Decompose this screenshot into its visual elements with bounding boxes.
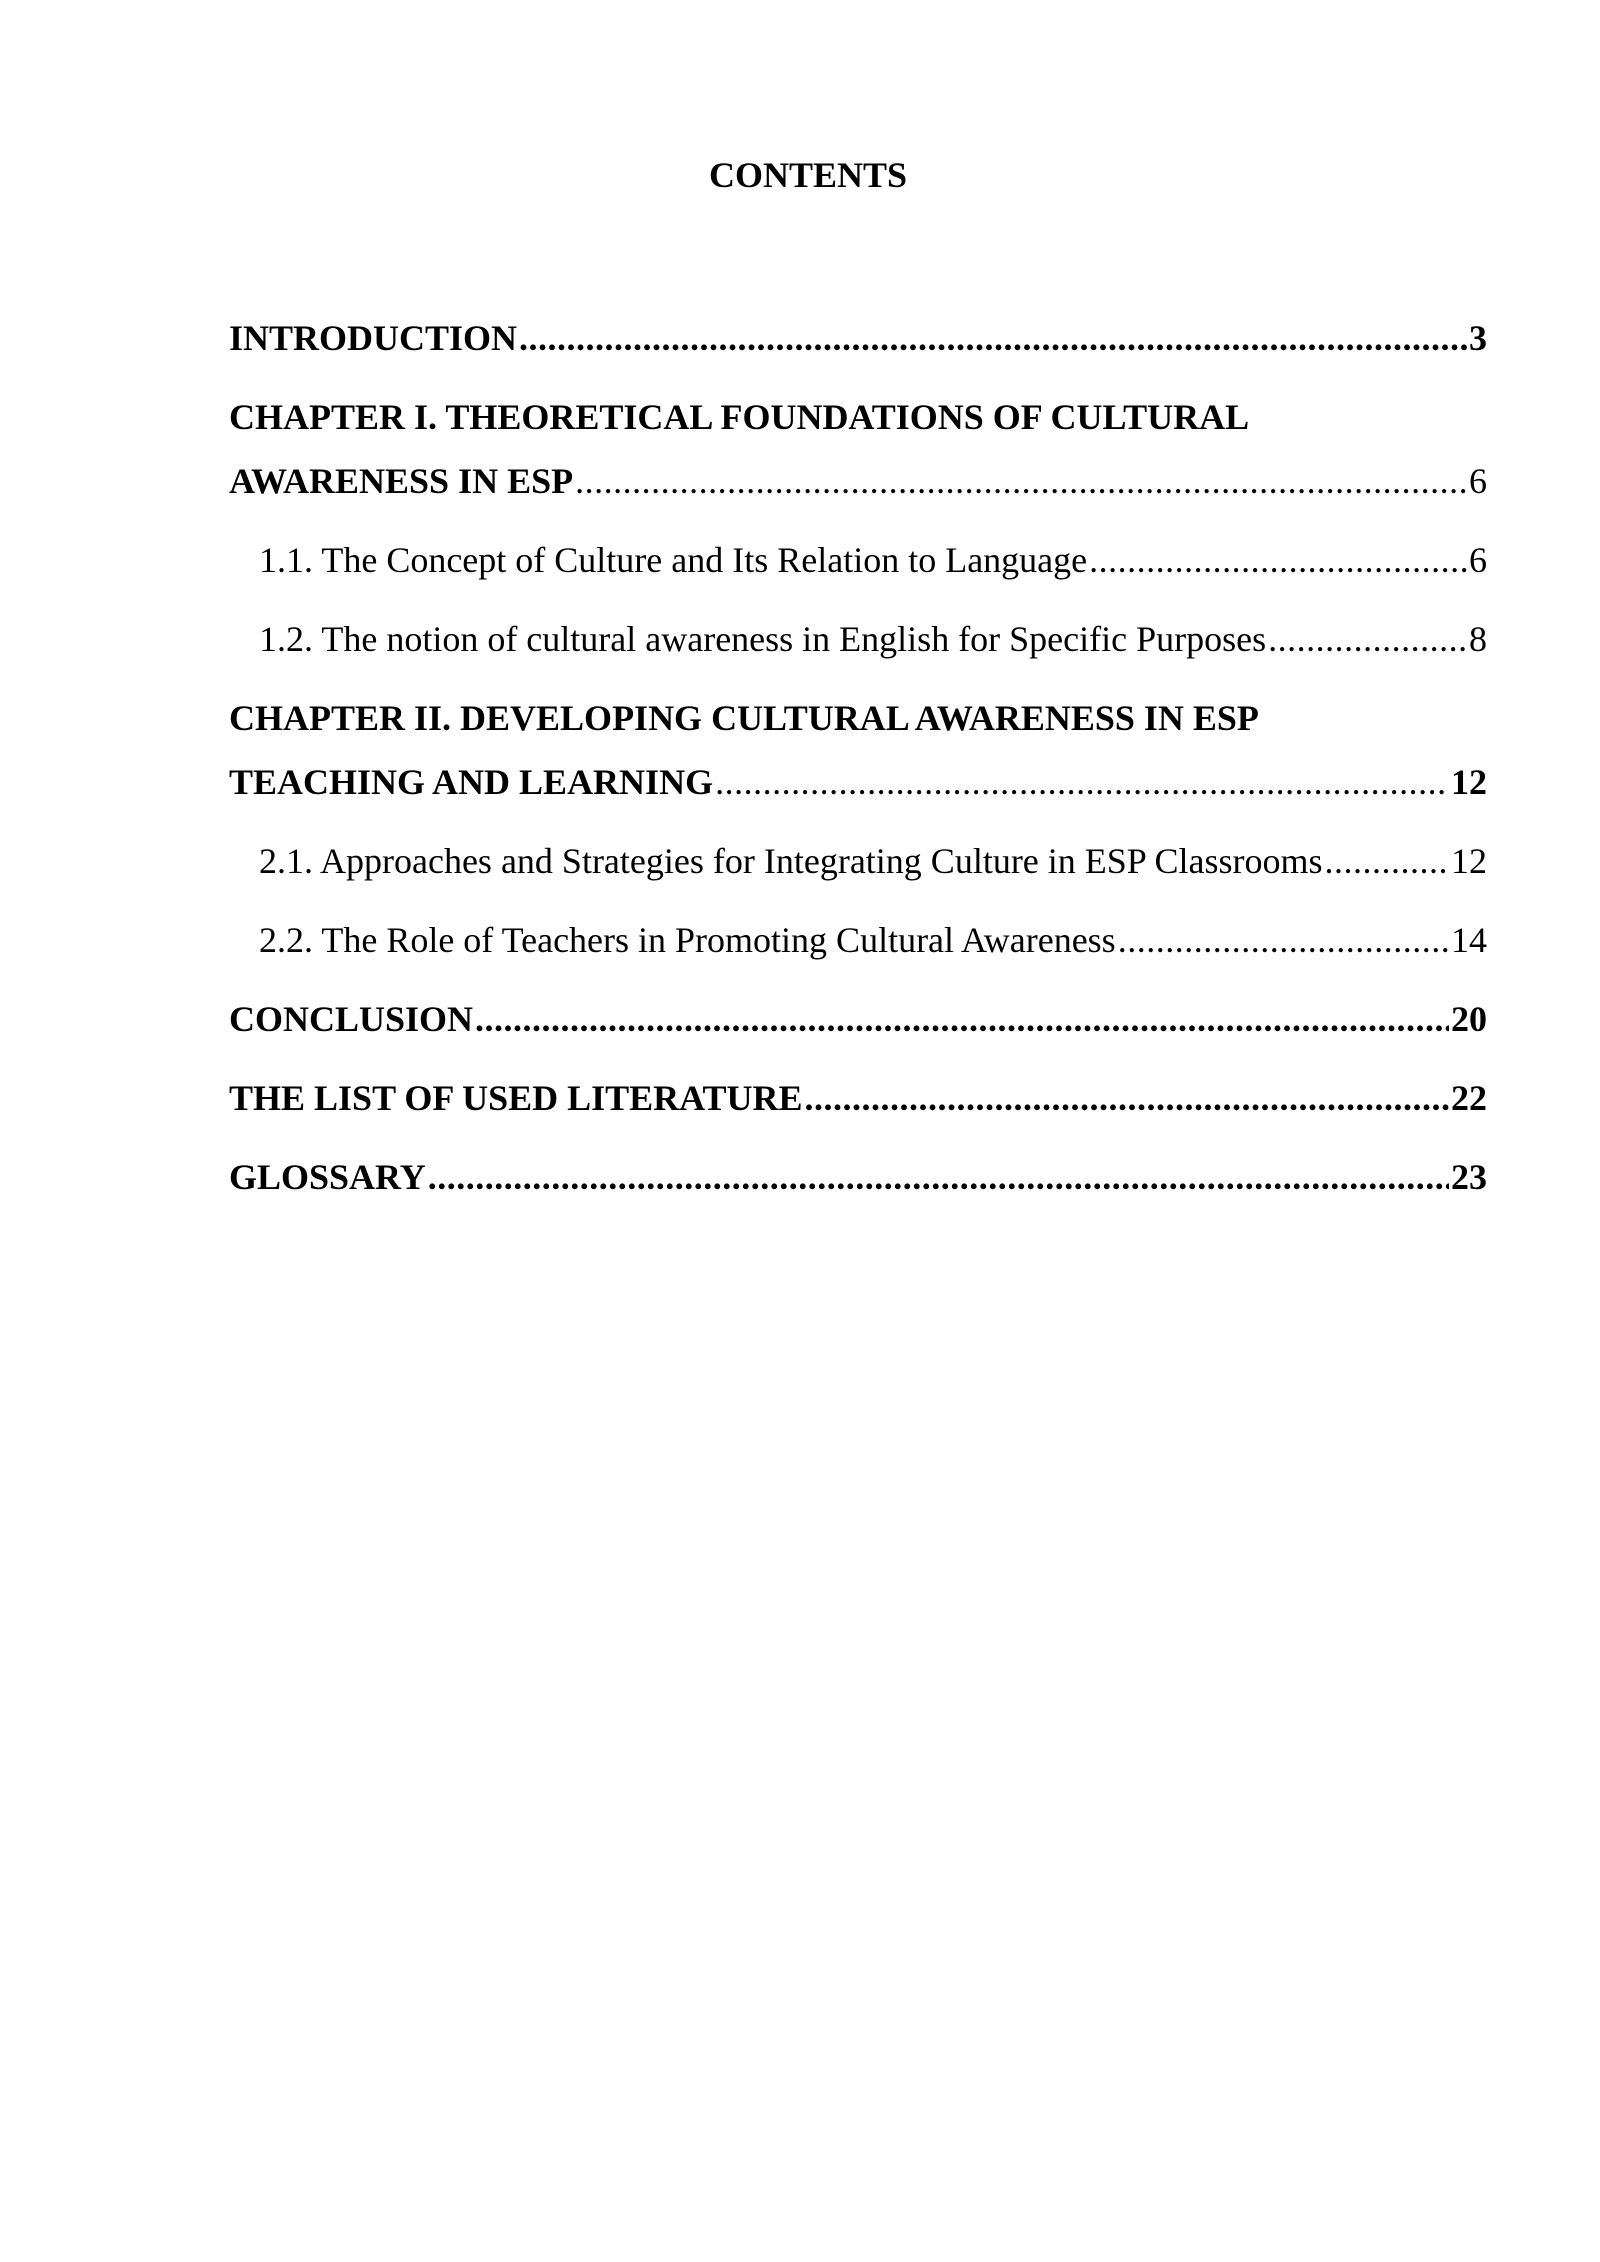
- toc-entry-label: CHAPTER I. THEORETICAL FOUNDATIONS OF CULTURAL: [229, 397, 1250, 437]
- toc-entry-chapter2-line2[interactable]: [229, 752, 1487, 831]
- toc-page-number: 6: [1469, 461, 1487, 501]
- toc-page-number: 22: [1451, 1078, 1487, 1118]
- dot-leader: [1325, 831, 1450, 891]
- toc-entry-label: INTRODUCTION: [229, 318, 518, 358]
- toc-entry-label: CHAPTER II. DEVELOPING CULTURAL AWARENESS IN ESP: [229, 698, 1259, 738]
- dot-leader: [519, 308, 1467, 368]
- dot-leader: [1268, 609, 1467, 669]
- dot-leader: [805, 1068, 1449, 1128]
- toc-entry-label: GLOSSARY: [229, 1157, 426, 1197]
- toc-entry-label: 2.2. The Role of Teachers in Promoting Cultural Awareness: [259, 920, 1116, 960]
- toc-entry-label: THE LIST OF USED LITERATURE: [229, 1078, 803, 1118]
- toc-entry-literature[interactable]: [229, 1068, 1487, 1147]
- dot-leader: [428, 1147, 1449, 1207]
- toc-page-number: 6: [1469, 540, 1487, 580]
- toc-entry-label: CONCLUSION: [229, 999, 474, 1039]
- toc-page-number: 23: [1451, 1157, 1487, 1197]
- toc-entry-chapter2-line1[interactable]: [229, 688, 1487, 752]
- toc-entry-label: 2.1. Approaches and Strategies for Integrating Culture in ESP Classrooms: [259, 841, 1323, 881]
- dot-leader: [475, 989, 1449, 1049]
- toc-entry-section-1-1[interactable]: [229, 530, 1487, 609]
- toc-page-number: 20: [1451, 999, 1487, 1039]
- toc-entry-section-2-1[interactable]: [229, 831, 1487, 910]
- table-of-contents: [229, 308, 1487, 1226]
- toc-page-number: 3: [1469, 318, 1487, 358]
- dot-leader: [1118, 910, 1449, 970]
- toc-page-number: 12: [1451, 841, 1487, 881]
- dot-leader: [1089, 530, 1467, 590]
- toc-page-number: 12: [1451, 762, 1487, 802]
- toc-page-number: 14: [1451, 920, 1487, 960]
- toc-entry-label: TEACHING AND LEARNING: [229, 762, 714, 802]
- toc-entry-section-1-2[interactable]: [229, 609, 1487, 688]
- contents-heading: CONTENTS: [708, 155, 908, 195]
- toc-entry-chapter1-line2[interactable]: [229, 451, 1487, 530]
- toc-entry-section-2-2[interactable]: [229, 910, 1487, 989]
- toc-entry-introduction[interactable]: [229, 308, 1487, 387]
- toc-entry-chapter1-line1[interactable]: [229, 387, 1487, 451]
- toc-entry-glossary[interactable]: [229, 1147, 1487, 1226]
- toc-page-number: 8: [1469, 619, 1487, 659]
- toc-entry-label: AWARENESS IN ESP: [229, 461, 574, 501]
- dot-leader: [715, 752, 1449, 812]
- dot-leader: [575, 451, 1467, 511]
- toc-entry-label: 1.1. The Concept of Culture and Its Relation to Language: [259, 540, 1088, 580]
- toc-entry-conclusion[interactable]: [229, 989, 1487, 1068]
- toc-entry-label: 1.2. The notion of cultural awareness in English for Specific Purposes: [259, 619, 1267, 659]
